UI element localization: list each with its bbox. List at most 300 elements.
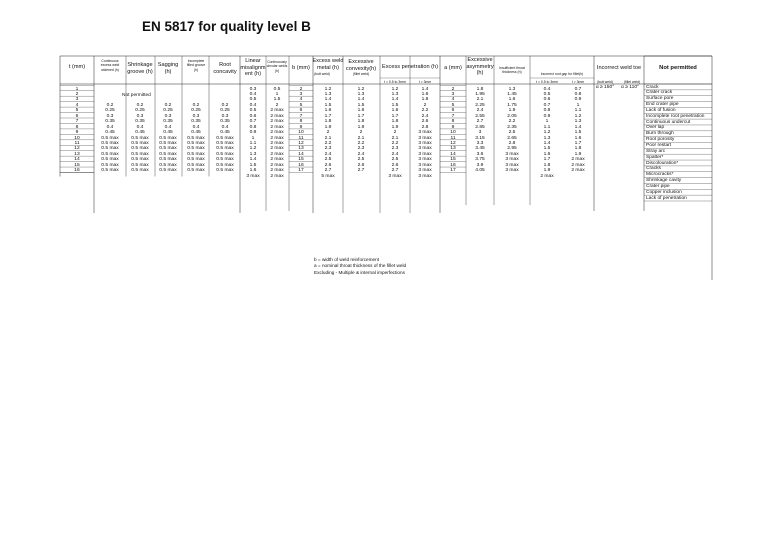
t-value: 13 — [74, 151, 80, 157]
continuously-value: 2 max — [270, 151, 284, 157]
misalignment-value: 0.4 — [249, 91, 257, 97]
gap-thick-value: 1 — [576, 102, 580, 108]
gap-thin-value: 0.5 — [543, 91, 551, 97]
pen-thick-value: 1.8 — [421, 97, 429, 103]
pen-thin-value: 1.9 — [391, 124, 399, 130]
gap-thick-value: 1.3 — [574, 119, 582, 125]
excess-metal-value: 2.1 — [324, 135, 332, 141]
pen-thick-value: 2.6 — [421, 119, 429, 125]
throat-value: 2.95 — [507, 146, 517, 152]
weld-toe-fillet-value: α ≥ 110° — [621, 85, 639, 90]
asymmetry-value: 2.7 — [476, 119, 484, 125]
imperfection-limit: 0.5 max — [131, 146, 149, 152]
throat-value: 2.65 — [507, 135, 517, 141]
imperfection-limit: 0.5 max — [131, 135, 149, 141]
gap-thick-value: 2 max — [571, 157, 585, 163]
imperfection-limit: 0.3 — [106, 113, 114, 119]
imperfection-limit: 0.5 max — [159, 135, 177, 141]
imperfection-limit: 0.5 max — [101, 157, 119, 163]
convexity-value: 2.7 — [357, 168, 365, 174]
defect-item: Continuous undercut — [646, 119, 691, 125]
t-value: 9 — [75, 130, 79, 136]
a-value: 9 — [451, 124, 455, 130]
excess-metal-value: 2.7 — [324, 168, 332, 174]
throat-value: 2.35 — [507, 124, 517, 130]
imperfection-limit: 0.5 max — [159, 146, 177, 152]
imperfection-limit: 0.5 max — [187, 162, 205, 168]
gap-thick-value: 1.4 — [574, 124, 582, 130]
convexity-value: 2.3 — [357, 146, 365, 152]
imperfection-limit: 0.3 — [164, 113, 172, 119]
pen-thin-value: 1.2 — [391, 86, 399, 92]
throat-value: 3 max — [505, 162, 519, 168]
excessive-asymmetry-header: Excessive asymmetry (h) — [466, 57, 494, 77]
defect-item: Incomplete root penetration — [646, 113, 705, 119]
convexity-value: 2.4 — [357, 151, 365, 157]
pen-thin-value: 2.5 — [391, 157, 399, 163]
throat-value: 2.2 — [508, 119, 516, 125]
continuously-value: 1 — [275, 91, 279, 97]
gap-thin-value: 0.4 — [543, 86, 551, 92]
weld-toe-butt-value: α ≥ 150° — [595, 85, 615, 90]
imperfection-limit: 0.5 max — [159, 141, 177, 146]
gap-thick-value: 2 max — [571, 168, 585, 174]
asymmetry-value: 3.6 — [476, 151, 484, 157]
a-value: 2 — [451, 86, 455, 92]
continuously-circular-header: Continuously circular welds (h) — [266, 60, 288, 73]
throat-value: 1.45 — [507, 91, 517, 97]
imperfection-limit: 0.25 — [163, 108, 173, 114]
convexity-value: 2 — [359, 130, 363, 136]
continuously-value: 2 max — [270, 130, 284, 136]
gap-thin-value: 1.5 — [543, 146, 551, 152]
a-value: 12 — [450, 141, 456, 146]
weld-toe-fillet-subheader: (fillet weld) — [623, 80, 641, 84]
misalignment-value: 1.3 — [249, 151, 257, 157]
excess-metal-value: 1.2 — [324, 86, 332, 92]
imperfection-limit: 0.5 max — [187, 135, 205, 141]
a-value: 11 — [450, 135, 456, 141]
defect-item: Crack — [646, 84, 659, 90]
shrinkage-groove-header: Shrinkage groove (h) — [127, 62, 153, 75]
pen-thin-value: 1.3 — [391, 91, 399, 97]
throat-value: 1.3 — [508, 86, 516, 92]
t-value: 5 — [75, 108, 79, 114]
pen-thin-value: 2.7 — [391, 168, 399, 174]
continuously-value: 2 max — [270, 113, 284, 119]
b-value: 2 — [299, 86, 303, 92]
misalignment-value: 0.7 — [249, 119, 257, 125]
misalignment-value: 1 — [251, 135, 255, 141]
asymmetry-value: 1.95 — [475, 91, 485, 97]
a-value: 3 — [451, 91, 455, 97]
continuously-value: 2 max — [270, 146, 284, 152]
asymmetry-value: 3.45 — [475, 146, 485, 152]
not-permitted-header: Not permitted — [659, 65, 697, 71]
gap-thin-value: 0.6 — [543, 97, 551, 103]
imperfection-limit: 0.45 — [220, 130, 230, 136]
imperfection-limit: 0.45 — [135, 130, 145, 136]
b-value: 9 — [299, 124, 303, 130]
gap-thin-value: 0.8 — [543, 108, 551, 114]
imperfection-limit: 0.2 — [164, 102, 172, 108]
pen-thick-value: 3 max — [418, 135, 432, 141]
incorrect-root-gap-header: Incorrect root gap for fillet(h) — [540, 72, 584, 76]
convexity-value: 1.3 — [357, 91, 365, 97]
continuously-value: 2 — [275, 102, 279, 108]
imperfection-limit: 0.5 max — [216, 135, 234, 141]
continuously-value: 2 max — [270, 135, 284, 141]
pen-thick-value: 2.8 — [421, 124, 429, 130]
defect-item: Microcracks* — [646, 172, 674, 178]
root-concavity-header: Root concavity — [213, 62, 237, 75]
imperfection-limit: 0.2 — [106, 102, 114, 108]
misalignment-value: 0.9 — [249, 130, 257, 136]
pen-thick-value: 1.4 — [421, 86, 429, 92]
convexity-value: 2.5 — [357, 157, 365, 163]
a-value: 5 — [451, 102, 455, 108]
continuously-value: 2 max — [270, 168, 284, 174]
gap-thin-value: 1.1 — [543, 124, 551, 130]
t-value: 10 — [74, 135, 80, 141]
excess-metal-value: 1.3 — [324, 91, 332, 97]
misalignment-value: 3 max — [246, 173, 260, 179]
imperfection-limit: 0.5 max — [216, 151, 234, 157]
gap-thin-value: 1 — [545, 119, 549, 125]
pen-thick-value: 1.6 — [421, 91, 429, 97]
excess-weld-metal-subheader: (butt weld) — [314, 72, 330, 76]
b-value: 16 — [298, 162, 304, 168]
imperfection-limit: 0.35 — [191, 119, 201, 125]
convexity-value: 1.6 — [357, 108, 365, 114]
gap-thick-value: 2 max — [571, 162, 585, 168]
imperfection-limit: 0.4 — [221, 124, 229, 130]
defect-item: Stray arc — [646, 148, 666, 154]
pen-thin-value: 2.3 — [391, 146, 399, 152]
continuously-value: 2 max — [270, 157, 284, 163]
excess-metal-value: 5 max — [321, 173, 335, 179]
a-value: 10 — [450, 130, 456, 136]
misalignment-value: 1.5 — [249, 162, 257, 168]
t-mm-header: t (mm) — [68, 64, 86, 70]
b-value: 6 — [299, 108, 303, 114]
pen-thick-value: 3 max — [418, 162, 432, 168]
gap-thick-value: 1.7 — [574, 141, 582, 146]
asymmetry-value: 3.3 — [476, 141, 484, 146]
imperfection-limit: 0.2 — [192, 102, 200, 108]
imperfection-limit: 0.5 max — [131, 141, 149, 146]
misalignment-value: 1.6 — [249, 168, 257, 174]
excess-penetration-header: Excess penetration (h) — [382, 64, 438, 70]
pen-thick-value: 2.2 — [421, 108, 429, 114]
imperfection-limit: 0.5 max — [216, 146, 234, 152]
convexity-value: 2.1 — [357, 135, 365, 141]
imperfection-limit: 0.2 — [136, 102, 144, 108]
throat-value: 3 max — [505, 168, 519, 174]
asymmetry-value: 2.25 — [475, 102, 485, 108]
imperfection-limit: 0.25 — [135, 108, 145, 114]
imperfection-limit: 0.25 — [191, 108, 201, 114]
defect-item: Over lap — [646, 125, 665, 131]
imperfection-limit: 0.5 max — [187, 151, 205, 157]
continuously-value: 2 max — [270, 173, 284, 179]
gap-thin-value: 1.2 — [543, 130, 551, 136]
imperfection-limit: 0.3 — [192, 113, 200, 119]
imperfection-limit: 0.5 max — [101, 135, 119, 141]
excess-metal-value: 1.8 — [324, 119, 332, 125]
imperfection-limit: 0.5 max — [101, 168, 119, 174]
pen-thick-value: 3 max — [418, 168, 432, 174]
t-value: 1 — [75, 86, 79, 92]
defect-item: Lack of penetration — [646, 195, 687, 201]
throat-value: 3 max — [505, 151, 519, 157]
imperfection-limit: 0.45 — [105, 130, 115, 136]
b-value: 17 — [298, 168, 304, 174]
not-permitted-label: Not permitted — [122, 93, 151, 98]
imperfection-limit: 0.4 — [136, 124, 144, 130]
defect-item: Shrinkage cavity — [646, 178, 682, 184]
convexity-value: 1.5 — [357, 102, 365, 108]
b-value: 11 — [298, 135, 304, 141]
insufficient-throat-header: Insufficient throat thickness (h) — [499, 66, 525, 75]
defect-item: Cracks — [646, 166, 661, 172]
imperfection-limit: 0.35 — [105, 119, 115, 125]
misalignment-value: 1.1 — [249, 141, 257, 146]
b-value: 13 — [298, 146, 304, 152]
throat-value: 2.05 — [507, 113, 517, 119]
b-value: 8 — [299, 119, 303, 125]
pen-thin-value: 1.6 — [391, 108, 399, 114]
imperfection-limit: 0.5 max — [187, 141, 205, 146]
pen-thick-subheader: t > 3mm — [418, 80, 432, 84]
imperfection-limit: 0.5 max — [131, 151, 149, 157]
excess-metal-value: 1.6 — [324, 108, 332, 114]
b-value: 3 — [299, 91, 303, 97]
imperfection-limit: 0.2 — [221, 102, 229, 108]
imperfection-limit: 0.5 max — [187, 157, 205, 163]
excess-weld-metal-header: Excess weld metal (h) — [312, 58, 344, 71]
pen-thin-value: 2 — [393, 130, 397, 136]
imperfection-limit: 0.4 — [106, 124, 114, 130]
convexity-value: 1.9 — [357, 124, 365, 130]
misalignment-value: 1.2 — [249, 146, 257, 152]
gap-thick-subheader: t > 3mm — [571, 80, 585, 84]
t-value: 16 — [74, 168, 80, 174]
defect-item: Crater crack — [646, 90, 673, 96]
imperfection-limit: 0.4 — [164, 124, 172, 130]
imperfection-limit: 0.5 max — [216, 162, 234, 168]
imperfection-limit: 0.35 — [163, 119, 173, 125]
gap-thin-value: 0.9 — [543, 113, 551, 119]
gap-thick-value: 1.5 — [574, 130, 582, 136]
t-value: 7 — [75, 119, 79, 125]
pen-thick-value: 2.4 — [421, 113, 429, 119]
asymmetry-value: 2.4 — [476, 108, 484, 114]
imperfection-limit: 0.5 max — [101, 141, 119, 146]
pen-thin-value: 2.4 — [391, 151, 399, 157]
sagging-header: Sagging (h) — [157, 62, 179, 75]
t-value: 8 — [75, 124, 79, 130]
defect-item: Crater pipe — [646, 183, 670, 189]
excessive-convexity-header: Excessive convexity(h) — [345, 59, 377, 72]
a-value: 4 — [451, 97, 455, 103]
footnote-line: Excluding - Multiple & internal imperfections — [314, 269, 405, 275]
defect-item: Burn through — [646, 131, 674, 137]
gap-thin-value: 1.4 — [543, 141, 551, 146]
a-mm-header: a (mm) — [444, 65, 462, 71]
pen-thick-value: 3 max — [418, 130, 432, 136]
footnote-line: a = nominal throat thickness of the fillet weld — [314, 263, 407, 269]
imperfection-limit: 0.5 max — [187, 146, 205, 152]
defect-item: Root porosity — [646, 137, 675, 143]
gap-thin-value: 1.9 — [543, 168, 551, 174]
t-value: 14 — [74, 157, 80, 163]
imperfection-limit: 0.5 max — [216, 157, 234, 163]
b-value: 5 — [299, 102, 303, 108]
excess-metal-value: 2.4 — [324, 151, 332, 157]
imperfection-limit: 0.5 max — [101, 162, 119, 168]
defect-item: End crater pipe — [646, 102, 679, 108]
t-value: 12 — [74, 146, 80, 152]
gap-thick-value: 0.7 — [574, 86, 582, 92]
pen-thin-value: 2.2 — [391, 141, 399, 146]
t-value: 2 — [75, 91, 79, 97]
imperfection-limit: 0.5 max — [131, 168, 149, 174]
throat-value: 1.75 — [507, 102, 517, 108]
pen-thick-value: 3 max — [418, 146, 432, 152]
continuously-value: 0.5 — [273, 86, 281, 92]
weld-toe-butt-subheader: (butt weld) — [597, 80, 613, 84]
excess-metal-value: 2.5 — [324, 157, 332, 163]
a-value: 16 — [450, 162, 456, 168]
pen-thick-value: 3 max — [418, 157, 432, 163]
throat-value: 3 max — [505, 157, 519, 163]
continuously-value: 1.5 — [273, 97, 281, 103]
a-value: 13 — [450, 146, 456, 152]
continuously-value: 2 max — [270, 119, 284, 125]
gap-thin-value: 1.6 — [543, 151, 551, 157]
gap-thick-value: 0.9 — [574, 97, 582, 103]
asymmetry-value: 1.8 — [476, 86, 484, 92]
t-value: 6 — [75, 113, 79, 119]
b-value: 12 — [298, 141, 304, 146]
gap-thin-subheader: t = 0.5 to 3mm — [536, 80, 558, 84]
continuously-value: 2 max — [270, 108, 284, 114]
imperfection-limit: 0.25 — [220, 108, 230, 114]
t-value: 11 — [74, 141, 80, 146]
a-value: 7 — [451, 113, 455, 119]
a-value: 17 — [450, 168, 456, 174]
asymmetry-value: 2.55 — [475, 113, 485, 119]
imperfection-limit: 0.5 max — [159, 157, 177, 163]
incomplete-fusion-header: Incomplete filled groove (h) — [186, 59, 206, 72]
imperfection-limit: 0.5 max — [216, 141, 234, 146]
excess-metal-value: 2.2 — [324, 141, 332, 146]
misalignment-value: 1.4 — [249, 157, 257, 163]
asymmetry-value: 3.9 — [476, 162, 484, 168]
b-value: 10 — [298, 130, 304, 136]
convexity-value: 1.4 — [357, 97, 365, 103]
pen-thick-value: 2 — [423, 102, 427, 108]
asymmetry-value: 3.15 — [475, 135, 485, 141]
convexity-value: 1.7 — [357, 113, 365, 119]
continuously-value: 2 max — [270, 141, 284, 146]
pen-thin-subheader: t = 0.5 to 3mm — [384, 80, 406, 84]
b-value: 15 — [298, 157, 304, 163]
asymmetry-value: 4.05 — [475, 168, 485, 174]
a-value: 8 — [451, 119, 455, 125]
throat-value: 2.8 — [508, 141, 516, 146]
pen-thin-value: 2.1 — [391, 135, 399, 141]
imperfection-limit: 0.5 max — [159, 151, 177, 157]
gap-thin-value: 1.3 — [543, 135, 551, 141]
pen-thin-value: 1.4 — [391, 97, 399, 103]
throat-value: 1.6 — [508, 97, 516, 103]
pen-thick-value: 3 max — [418, 151, 432, 157]
imperfection-limit: 0.5 max — [187, 168, 205, 174]
imperfection-limit: 0.25 — [105, 108, 115, 114]
t-value: 15 — [74, 162, 80, 168]
excess-metal-value: 2 — [326, 130, 330, 136]
a-value: 6 — [451, 108, 455, 114]
excess-metal-value: 1.9 — [324, 124, 332, 130]
excessive-convexity-subheader: (fillet weld) — [352, 72, 370, 76]
gap-thick-value: 1.8 — [574, 146, 582, 152]
throat-value: 1.9 — [508, 108, 516, 114]
a-value: 14 — [450, 151, 456, 157]
b-value: 7 — [299, 113, 303, 119]
convexity-value: 1.8 — [357, 119, 365, 125]
gap-thin-value: 2 max — [540, 173, 554, 179]
t-value: 3 — [75, 97, 79, 103]
pen-thick-value: 3 max — [418, 141, 432, 146]
gap-thick-value: 1.1 — [574, 108, 582, 114]
convexity-value: 1.2 — [357, 86, 365, 92]
imperfection-limit: 0.5 max — [101, 146, 119, 152]
t-value: 4 — [75, 102, 79, 108]
pen-thin-value: 3 max — [388, 173, 402, 179]
page-title: EN 5817 for quality level B — [142, 19, 311, 34]
excess-metal-value: 1.7 — [324, 113, 332, 119]
pen-thin-value: 1.8 — [391, 119, 399, 125]
convexity-value: 2.6 — [357, 162, 365, 168]
excess-metal-value: 2.3 — [324, 146, 332, 152]
gap-thick-value: 1.2 — [574, 113, 582, 119]
imperfection-limit: 0.5 max — [131, 162, 149, 168]
misalignment-value: 0.8 — [249, 124, 257, 130]
continuous-excess-header: Continuous excess weld widened (h) — [100, 59, 120, 72]
continuously-value: 2 max — [270, 162, 284, 168]
gap-thin-value: 0.7 — [543, 102, 551, 108]
defect-item: Spatter* — [646, 154, 664, 160]
excess-metal-value: 2.6 — [324, 162, 332, 168]
imperfection-limit: 0.45 — [163, 130, 173, 136]
asymmetry-value: 3 — [478, 130, 482, 136]
gap-thin-value: 1.8 — [543, 162, 551, 168]
asymmetry-value: 3.75 — [475, 157, 485, 163]
imperfection-limit: 0.5 max — [159, 168, 177, 174]
imperfection-limit: 0.5 max — [101, 151, 119, 157]
excess-metal-value: 1.4 — [324, 97, 332, 103]
a-value: 15 — [450, 157, 456, 163]
imperfection-limit: 0.5 max — [159, 162, 177, 168]
misalignment-value: 0.4 — [249, 102, 257, 108]
asymmetry-value: 2.1 — [476, 97, 484, 103]
imperfection-limit: 0.3 — [136, 113, 144, 119]
imperfection-limit: 0.45 — [191, 130, 201, 136]
linear-misalignment-header: Linear misalignm ent (h) — [240, 58, 266, 78]
imperfection-limit: 0.35 — [220, 119, 230, 125]
